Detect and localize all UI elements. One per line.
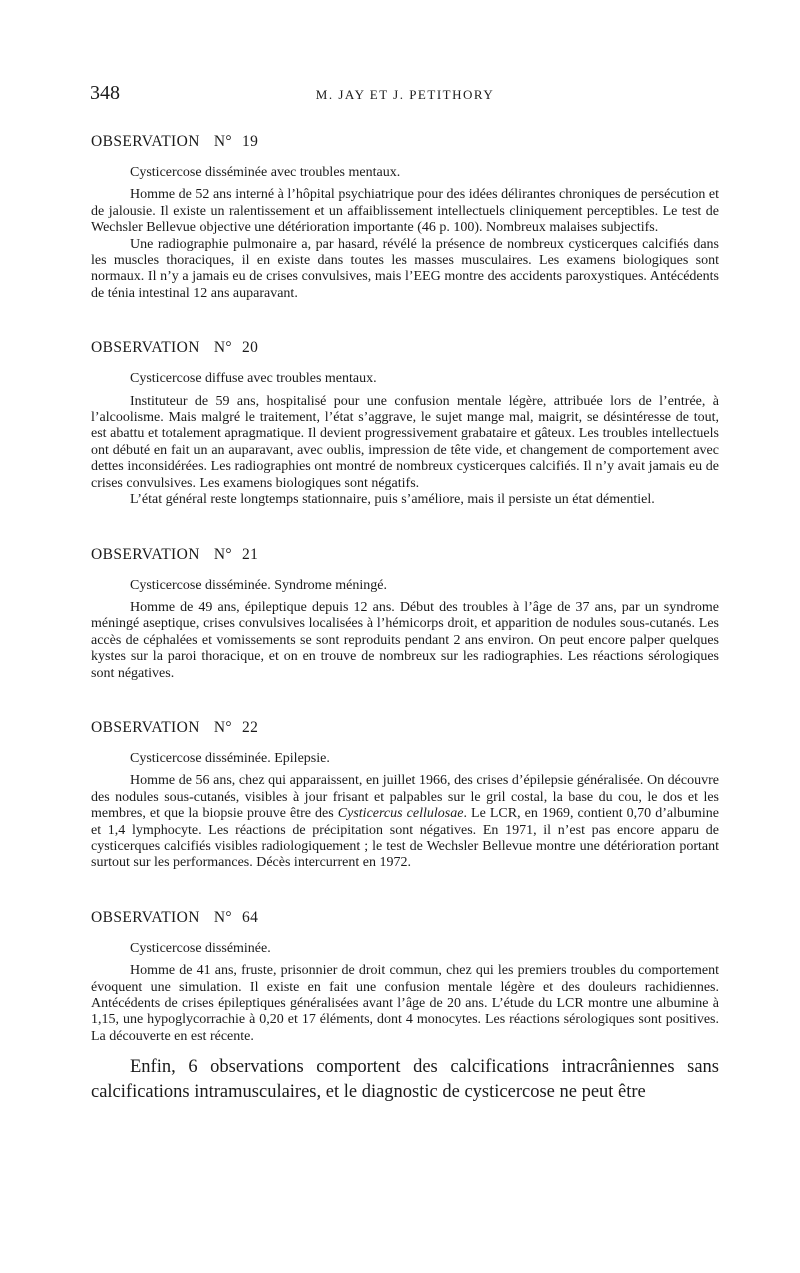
observation-title bbox=[91, 908, 719, 928]
observation-paragraph: Homme de 41 ans, fruste, prisonnier de droit commun, chez qui les premiers troubles du comportement évoquent une simulation. Il existe en fait une confusion mentale légère et des douleurs rachidiennes. Antécédents de crises épileptiques généralisées avant l’âge de 20 ans. L’étude du LCR montre une albumine à 1,15, une hypoglycorrachie à 0,20 et 17 éléments, dont 4 monocytes. Les réactions sérologiques sont positives. La découverte en est récente. bbox=[91, 963, 719, 1044]
observation-subtitle: Cysticercose diffuse avec troubles mentaux. bbox=[130, 371, 377, 387]
observation-label: OBSERVATION bbox=[91, 908, 200, 926]
observation-paragraph: Une radiographie pulmonaire a, par hasard, révélé la présence de nombreux cysticerques calcifiés dans les muscles thoraciques, il en existe dans toutes les masses musculaires. Les examens biologiques sont normaux. Il n’y a jamais eu de crises convulsives, mais l’EEG montre des accidents paroxystiques. Antécédents de ténia intestinal 12 ans auparavant. bbox=[91, 236, 719, 301]
observation-subtitle: Cysticercose disséminée. Epilepsie. bbox=[130, 750, 330, 766]
observation-paragraph: Homme de 49 ans, épileptique depuis 12 ans. Début des troubles à l’âge de 37 ans, par un syndrome méningé aseptique, crises convulsives localisées à l’hémicorps droit, et apparition de nodules sous-cutanés. Les accès de céphalées et vomissements se sont reproduits pendant 2 ans environ. On peut encore palper quelques kystes sur la paroi thoracique, et on en trouve de nombreux sur les radiographies. Les réactions sérologiques sont négatives. bbox=[91, 599, 719, 681]
observation-number: 22 bbox=[242, 718, 259, 736]
observation-number: 21 bbox=[242, 545, 259, 563]
observation-64 bbox=[91, 908, 719, 1045]
observation-number: 64 bbox=[242, 908, 259, 926]
page-body bbox=[91, 132, 719, 1105]
running-head: M. JAY ET J. PETITHORY bbox=[315, 87, 495, 102]
observation-title bbox=[91, 338, 719, 358]
observation-title bbox=[91, 132, 719, 152]
page-header bbox=[90, 82, 720, 106]
observation-19 bbox=[91, 132, 719, 302]
observation-label: OBSERVATION bbox=[91, 133, 200, 150]
observation-paragraph: Homme de 52 ans interné à l’hôpital psychiatrique pour des idées délirantes chroniques de persécution et de jalousie. Il existe un ralentissement et un affaiblissement intellectuels cliniquement perceptibles. Le test de Wechsler Bellevue objective une détérioration importante (46 p. 100). Nombreux malaises subjectifs. bbox=[91, 187, 719, 236]
observation-no: N° bbox=[213, 133, 233, 150]
page-number: 348 bbox=[90, 82, 120, 104]
observation-title bbox=[91, 545, 719, 565]
observation-subtitle: Cysticercose disséminée. bbox=[130, 940, 271, 956]
observation-subtitle: Cysticercose disséminée. Syndrome méningé. bbox=[130, 577, 387, 593]
observation-paragraph: Instituteur de 59 ans, hospitalisé pour une confusion mentale légère, attribuée lors de l’entrée, à l’alcoolisme. Mais malgré le traitement, l’état s’aggrave, le sujet mange mal, maigrit, se désintéresse de tout, est abattu et totalement apragmatique. Il devient progressivement grabataire et gâteux. Les troubles intellectuels ont débuté en fait un an auparavant, avec oublis, impression de tête vide, et changement de comportement avec dettes inconsidérées. Les radiographies ont montré de nombreux cysticerques calcifiés. Il n’y avait jamais eu de crises convulsives. Les examens biologiques sont négatifs. bbox=[91, 393, 719, 491]
observation-no: N° bbox=[213, 718, 233, 736]
species-name: Cysticercus cellulosae bbox=[337, 806, 464, 822]
observation-label: OBSERVATION bbox=[91, 339, 200, 357]
observation-20 bbox=[91, 338, 719, 508]
observation-no: N° bbox=[213, 908, 233, 926]
observation-paragraph: L’état général reste longtemps stationnaire, puis s’améliore, mais il persiste un état démentiel. bbox=[130, 492, 655, 508]
observation-22 bbox=[91, 718, 719, 872]
observation-title bbox=[91, 718, 719, 738]
observation-21 bbox=[91, 545, 719, 682]
closing-paragraph: Enfin, 6 observations comportent des calcifications intracrâniennes sans calcifications intramusculaires, et le diagnostic de cysticercose ne peut être bbox=[91, 1057, 719, 1103]
observation-no: N° bbox=[213, 545, 233, 563]
observation-paragraph: Homme de 56 ans, chez qui apparaissent, en juillet 1966, des crises d’épilepsie généralisée. On découvre des nodules sous-cutanés, visibles à jour frisant et palpables sur le gril costal, la base du cou, le dos et les membres, et que la biopsie prouve être des Cysticercus cellulosae. Le LCR, en 1969, contient 0,70 d’albumine et 1,4 lymphocyte. Les réactions de précipitation sont négatives. En 1971, il n’est pas encore apparu de cysticerques calcifiés visibles radiologiquement ; le test de Wechsler Bellevue montre une détérioration portant surtout sur les performances. Décès intercurrent en 1972. bbox=[91, 773, 720, 871]
observation-no: N° bbox=[213, 339, 233, 357]
observation-label: OBSERVATION bbox=[91, 718, 200, 736]
observation-number: 19 bbox=[242, 133, 259, 150]
observation-label: OBSERVATION bbox=[91, 545, 200, 563]
observation-subtitle: Cysticercose disséminée avec troubles mentaux. bbox=[130, 165, 401, 180]
observation-number: 20 bbox=[242, 339, 259, 357]
